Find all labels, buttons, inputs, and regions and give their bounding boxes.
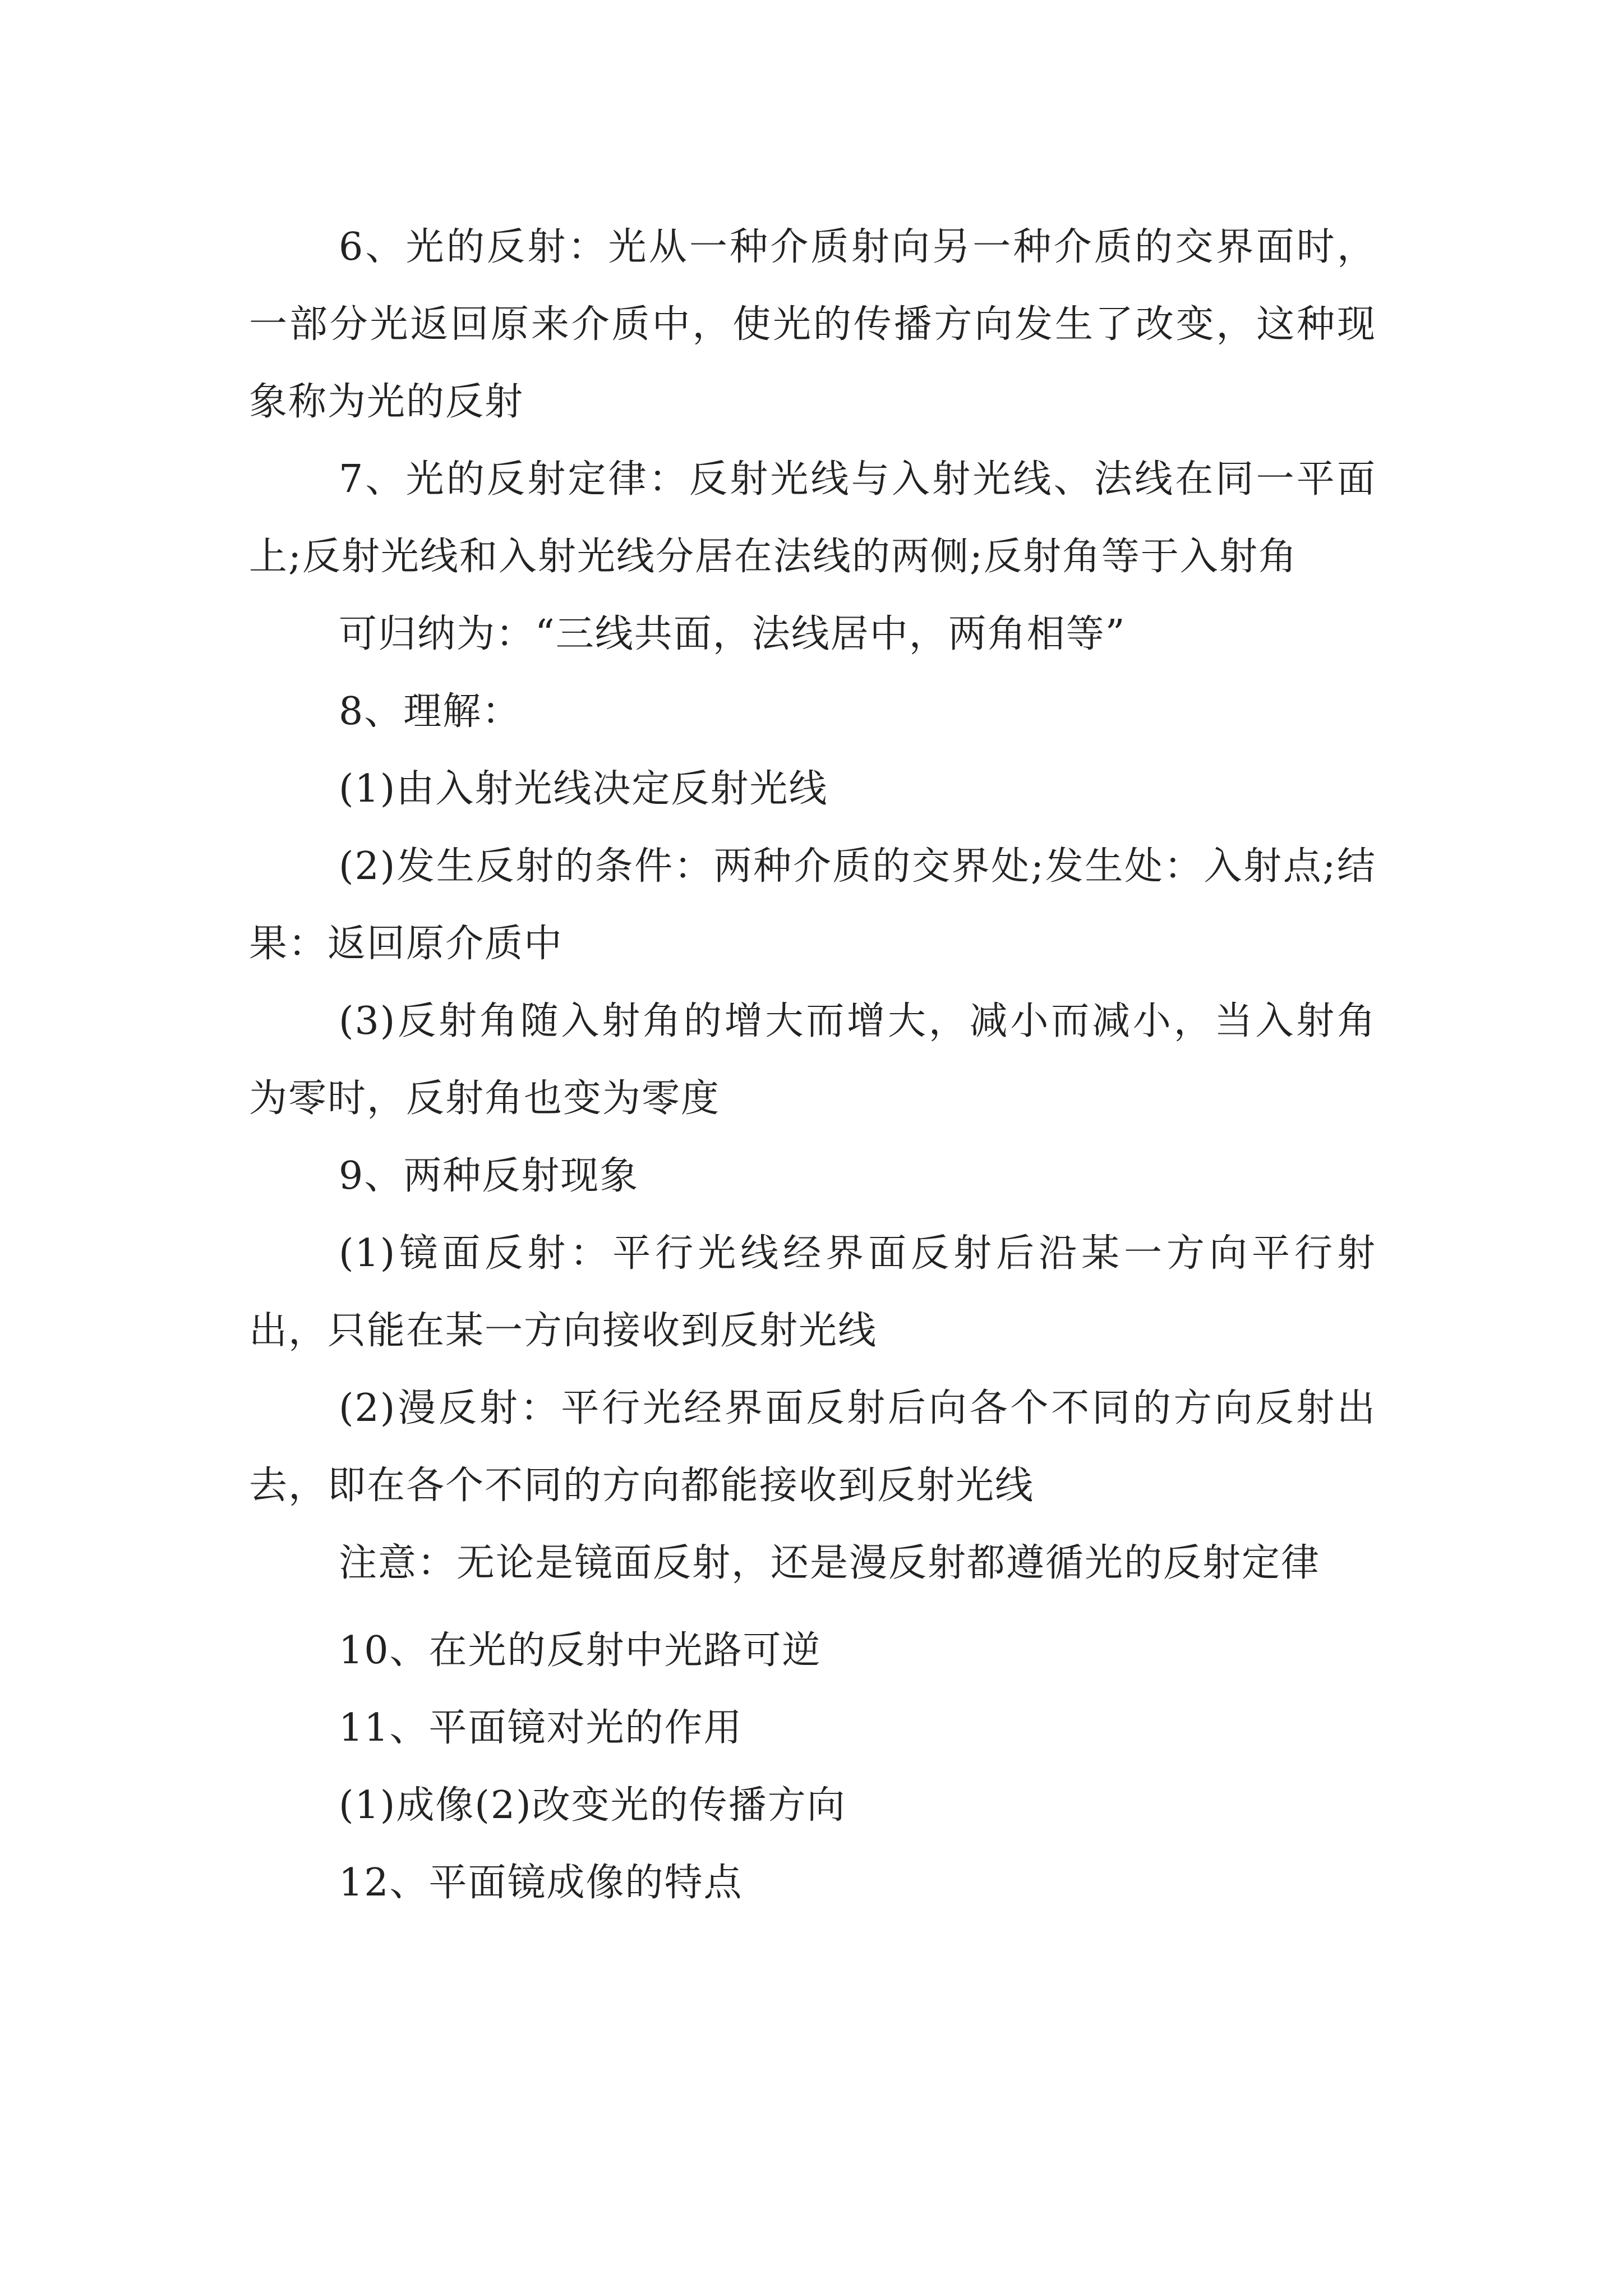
paragraph-8-understanding: 8、理解： (339, 689, 522, 734)
paragraph-12-mirror-image: 12、平面镜成像的特点 (339, 1861, 743, 1905)
paragraph-law-summary: 可归纳为：“三线共面，法线居中，两角相等” (339, 612, 1126, 656)
paragraph-9-specular: (1)镜面反射：平行光线经界面反射后沿某一方向平行射出，只能在某一方向接收到反射光线 (249, 1231, 1376, 1353)
paragraph-note: 注意：无论是镜面反射，还是漫反射都遵循光的反射定律 (339, 1541, 1321, 1585)
paragraph-9-two-reflections: 9、两种反射现象 (339, 1154, 639, 1198)
paragraph-8-item-2: (2)发生反射的条件：两种介质的交界处;发生处：入射点;结果：返回原介质中 (249, 844, 1376, 966)
document-body (249, 209, 1376, 1922)
paragraph-10-reversible: 10、在光的反射中光路可逆 (339, 1628, 822, 1673)
paragraph-7-reflection-law: 7、光的反射定律：反射光线与入射光线、法线在同一平面上;反射光线和入射光线分居在法线的两侧;反射角等于入射角 (249, 457, 1376, 579)
paragraph-11-items: (1)成像(2)改变光的传播方向 (339, 1783, 846, 1828)
paragraph-8-item-3: (3)反射角随入射角的增大而增大，减小而减小，当入射角为零时，反射角也变为零度 (249, 999, 1376, 1121)
paragraph-9-diffuse: (2)漫反射：平行光经界面反射后向各个不同的方向反射出去，即在各个不同的方向都能接收到反射光线 (249, 1386, 1376, 1508)
paragraph-8-item-1: (1)由入射光线决定反射光线 (339, 767, 828, 811)
paragraph-11-mirror-effect: 11、平面镜对光的作用 (339, 1706, 743, 1750)
paragraph-6-reflection-definition: 6、光的反射：光从一种介质射向另一种介质的交界面时，一部分光返回原来介质中，使光的传播方向发生了改变，这种现象称为光的反射 (249, 225, 1376, 424)
